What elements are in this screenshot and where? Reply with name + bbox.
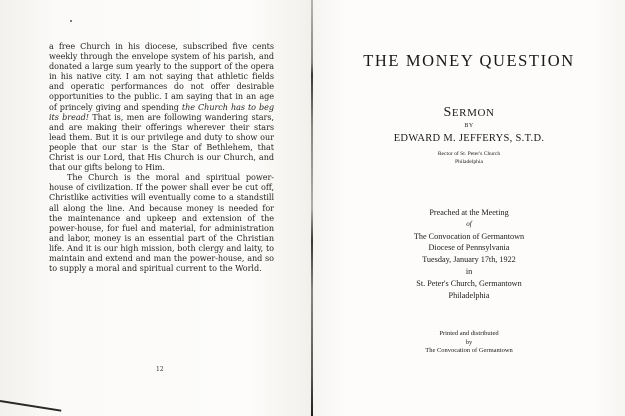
printer-line-2: by: [465, 338, 473, 346]
author-name: EDWARD M. JEFFERYS, S.T.D.: [393, 133, 545, 144]
booklet-title: THE MONEY QUESTION: [363, 51, 575, 70]
printer-block: [313, 330, 625, 356]
sermon-heading-rest: ERMON: [451, 107, 495, 119]
occasion-line-7: St. Peter's Church, Germantown: [416, 278, 522, 288]
author-role: Rector of St. Peter's Church: [437, 151, 501, 157]
sermon-heading: [313, 105, 625, 121]
occasion-line-3: The Convocation of Germantown: [413, 231, 525, 241]
sermon-heading-initial: S: [443, 105, 452, 120]
printer-line-1: Printed and distributed: [439, 330, 499, 337]
printer-line-3: The Convocation of Germantown: [425, 347, 513, 355]
author-credentials: [313, 151, 625, 166]
paragraph-1-italic-text: the Church has to beg its bread!: [49, 101, 275, 122]
occasion-block: [313, 207, 625, 301]
paragraph-2-text: The Church is the moral and spiritual power-house of civilization. If the power shall ever be cut off, Christlike activities will eventually come to a standstill all along the line. And because money is needed for the maintenance and upkeep and extension of the power-house, for fuel and material, for administration and labor, money is an essential part of the Christian life. And it is our high mission, both clergy and laity, to maintain and extend and man the power-house, and so to supply a moral and spiritual current to the World.: [49, 172, 274, 274]
occasion-line-1: Preached at the Meeting: [429, 208, 509, 217]
author-city: Philadelphia: [455, 158, 483, 165]
by-label: BY: [464, 123, 474, 129]
occasion-line-8: Philadelphia: [448, 290, 490, 300]
occasion-line-4: Diocese of Pennsylvania: [428, 243, 510, 253]
paragraph-1-text-b: That is, men are following wandering stars, and are making their offerings wherever their stars lead them. But it is our privilege and duty to show our people that our star is the Star of Bethlehem, that Christ is our Lord, that His Church is our Church, and that our gifts belong to Him.: [49, 111, 274, 173]
paragraph-2: [49, 172, 274, 273]
paper-speck: [70, 20, 72, 22]
sermon-body-text: [49, 41, 274, 273]
occasion-line-5: Tuesday, January 17th, 1922: [422, 255, 516, 265]
occasion-line-2: of: [466, 219, 472, 228]
page-number: 12: [156, 366, 164, 373]
occasion-line-6: in: [465, 266, 473, 276]
paragraph-1-text-a: a free Church in his diocese, subscribed five cents weekly through the envelope system of his parish, and donated a large sum yearly to the support of the opera in his native city. I am not saying that athletic fields and operatic performances do not offer desirable opportunities to the public. I am saying that in an age of princely giving and spending: [49, 41, 274, 112]
paragraph-1: [49, 41, 274, 172]
